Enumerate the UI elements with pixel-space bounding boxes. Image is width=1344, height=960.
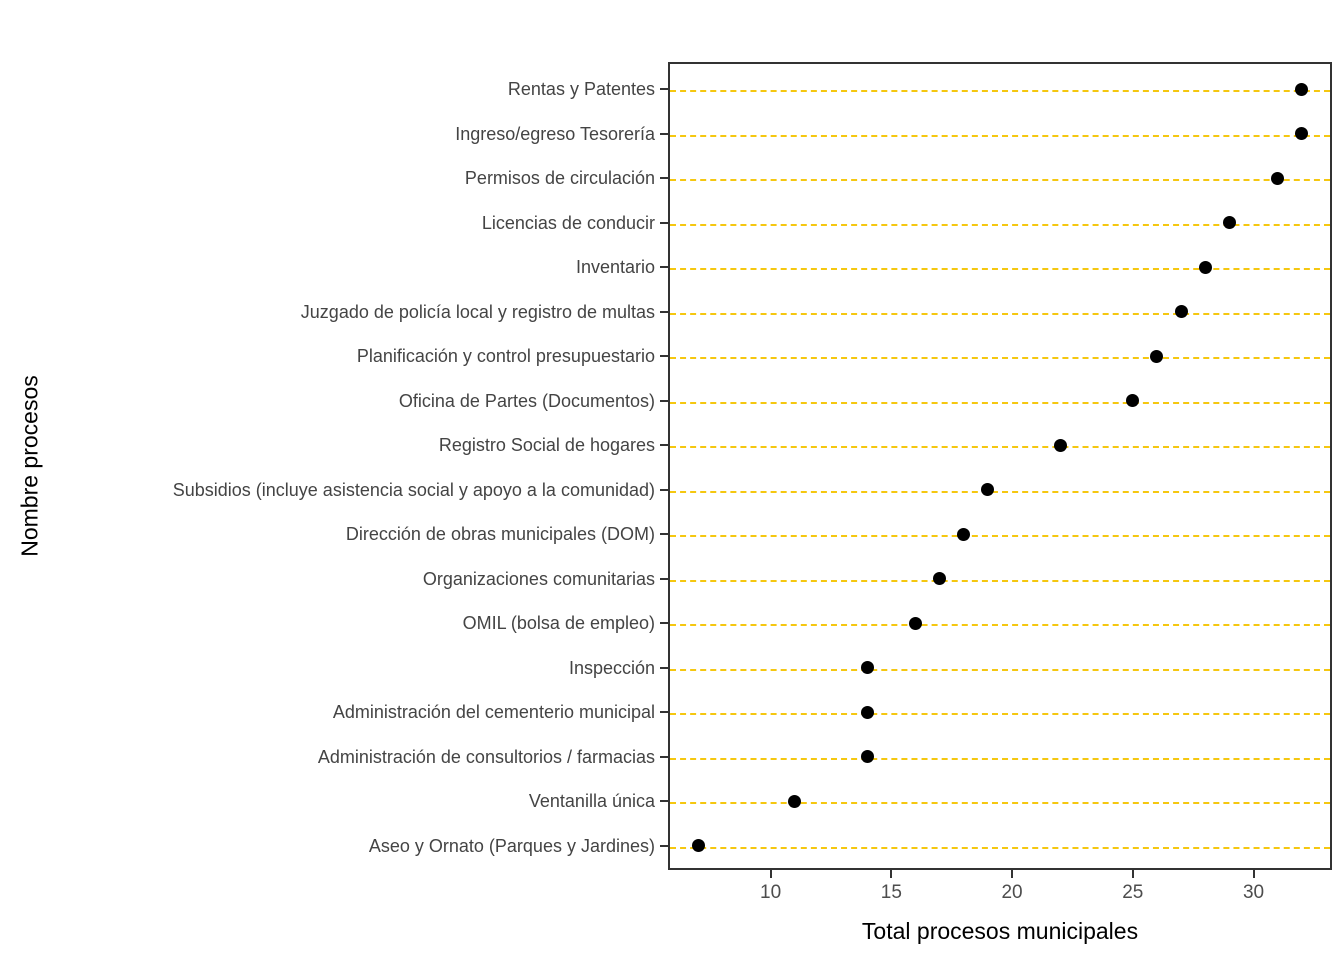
category-label: Inspección	[568, 657, 655, 678]
x-tick-label: 15	[880, 882, 902, 903]
data-point	[861, 706, 874, 719]
data-point	[1054, 439, 1067, 452]
gridline	[670, 847, 1330, 849]
gridline	[670, 713, 1330, 715]
category-label: Ingreso/egreso Tesorería	[455, 123, 655, 144]
data-point	[909, 617, 922, 630]
y-tick	[660, 88, 668, 90]
data-point	[957, 528, 970, 541]
gridline	[670, 802, 1330, 804]
y-tick	[660, 489, 668, 491]
y-tick	[660, 622, 668, 624]
y-tick	[660, 133, 668, 135]
gridline	[670, 402, 1330, 404]
gridline	[670, 313, 1330, 315]
gridline	[670, 535, 1330, 537]
y-tick	[660, 266, 668, 268]
category-label: Organizaciones comunitarias	[422, 568, 655, 589]
category-label: Administración del cementerio municipal	[332, 702, 655, 722]
y-tick	[660, 800, 668, 802]
category-label: Dirección de obras municipales (DOM)	[345, 524, 655, 544]
x-tick-label: 20	[1001, 882, 1023, 903]
data-point	[788, 795, 801, 808]
gridline	[670, 179, 1330, 181]
gridline	[670, 90, 1330, 92]
y-tick	[660, 667, 668, 669]
gridline	[670, 268, 1330, 270]
gridline	[670, 135, 1330, 137]
data-point	[692, 839, 705, 852]
y-tick	[660, 756, 668, 758]
category-label: OMIL (bolsa de empleo)	[462, 613, 655, 633]
x-tick	[1132, 870, 1134, 878]
category-label: Permisos de circulación	[464, 168, 655, 188]
data-point	[861, 661, 874, 674]
x-axis-title: Total procesos municipales	[861, 918, 1139, 944]
data-point	[1126, 394, 1139, 407]
x-tick	[890, 870, 892, 878]
data-point	[1223, 216, 1236, 229]
data-point	[933, 572, 946, 585]
x-tick	[770, 870, 772, 878]
category-label: Aseo y Ornato (Parques y Jardines)	[368, 835, 655, 856]
category-label: Administración de consultorios / farmacias	[317, 746, 655, 767]
x-tick	[1011, 870, 1013, 878]
gridline	[670, 624, 1330, 626]
y-tick	[660, 222, 668, 224]
y-tick	[660, 578, 668, 580]
y-tick	[660, 444, 668, 446]
y-tick	[660, 355, 668, 357]
category-label: Oficina de Partes (Documentos)	[398, 390, 655, 411]
data-point	[1295, 127, 1308, 140]
gridline	[670, 491, 1330, 493]
y-tick	[660, 400, 668, 402]
category-label: Ventanilla única	[528, 791, 655, 811]
x-tick-label: 25	[1122, 882, 1144, 903]
gridline	[670, 446, 1330, 448]
y-tick	[660, 711, 668, 713]
gridline	[670, 357, 1330, 359]
data-point	[1150, 350, 1163, 363]
data-point	[861, 750, 874, 763]
y-tick	[660, 311, 668, 313]
y-tick	[660, 533, 668, 535]
y-tick	[660, 177, 668, 179]
x-tick	[1253, 870, 1255, 878]
y-axis-title: Nombre procesos	[16, 375, 43, 557]
category-label: Licencias de conducir	[481, 212, 655, 233]
gridline	[670, 758, 1330, 760]
category-label: Subsidios (incluye asistencia social y apoyo a la comunidad)	[172, 479, 655, 500]
category-label: Planificación y control presupuestario	[356, 346, 655, 366]
x-tick-label: 30	[1242, 882, 1265, 903]
data-point	[1199, 261, 1212, 274]
data-point	[1271, 172, 1284, 185]
category-label: Juzgado de policía local y registro de multas	[300, 301, 655, 322]
y-tick	[660, 845, 668, 847]
category-label: Inventario	[575, 257, 655, 277]
data-point	[1175, 305, 1188, 318]
gridline	[670, 669, 1330, 671]
category-label: Rentas y Patentes	[507, 79, 655, 99]
x-tick-label: 10	[760, 882, 782, 903]
gridline	[670, 580, 1330, 582]
data-point	[1295, 83, 1308, 96]
plot-panel	[668, 62, 1332, 870]
data-point	[981, 483, 994, 496]
category-label: Registro Social de hogares	[438, 435, 655, 455]
